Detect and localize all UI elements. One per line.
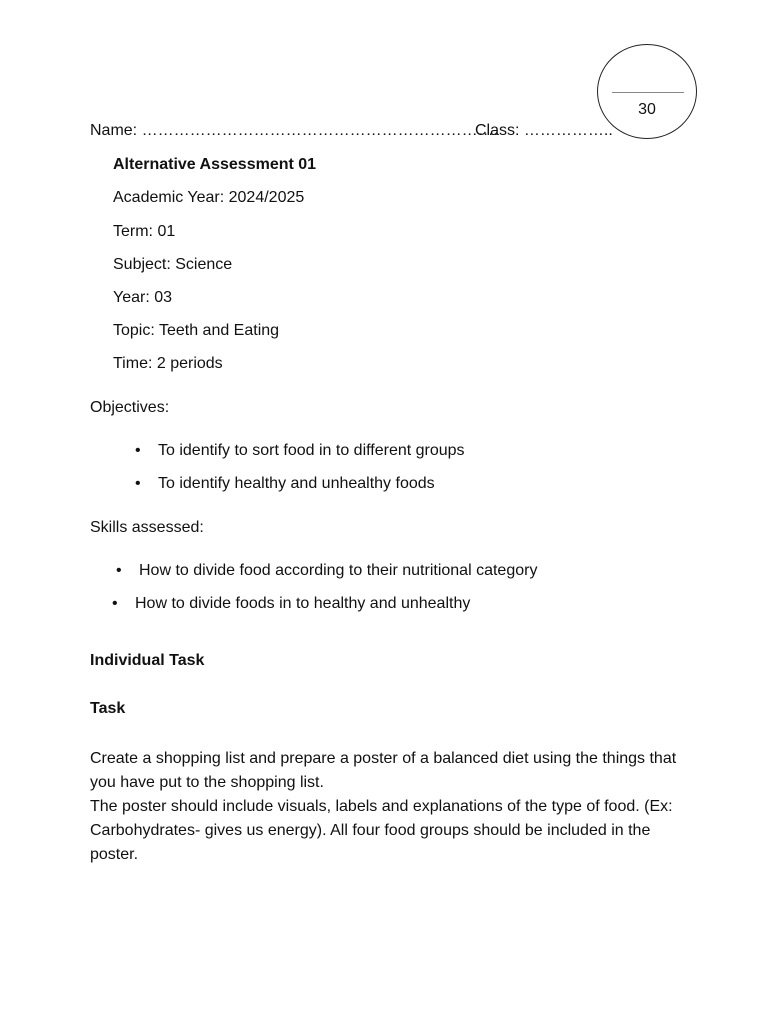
skills-heading: Skills assessed:: [90, 519, 204, 536]
task-description: [90, 747, 690, 867]
score-blank-line: [612, 92, 684, 93]
objectives-heading: Objectives:: [90, 399, 170, 416]
time: Time: 2 periods: [113, 355, 223, 372]
individual-task-heading: Individual Task: [90, 652, 205, 669]
skill-item: • How to divide foods in to healthy and unhealthy: [135, 594, 470, 614]
name-field-label: Name: ………………………………………………………….: [90, 122, 499, 139]
term: Term: 01: [113, 223, 176, 240]
objective-item: • To identify healthy and unhealthy foods: [158, 474, 435, 494]
task-paragraph: Create a shopping list and prepare a poster of a balanced diet using the things that you have put to the shopping list.: [90, 750, 677, 791]
assessment-title: Alternative Assessment 01: [113, 156, 317, 173]
subject: Subject: Science: [113, 256, 233, 273]
academic-year: Academic Year: 2024/2025: [113, 189, 305, 206]
class-field-label: Class: ……………..: [475, 122, 613, 139]
task-paragraph: The poster should include visuals, labels and explanations of the type of food. (Ex: Carbohydrates- gives us energy). All four food groups should be included in the poster.: [90, 798, 673, 863]
score-total: 30: [638, 101, 656, 118]
task-heading: Task: [90, 700, 126, 717]
year: Year: 03: [113, 289, 173, 306]
skill-item: • How to divide food according to their nutritional category: [139, 561, 537, 581]
objective-item: • To identify to sort food in to different groups: [158, 441, 465, 461]
topic: Topic: Teeth and Eating: [113, 322, 280, 339]
